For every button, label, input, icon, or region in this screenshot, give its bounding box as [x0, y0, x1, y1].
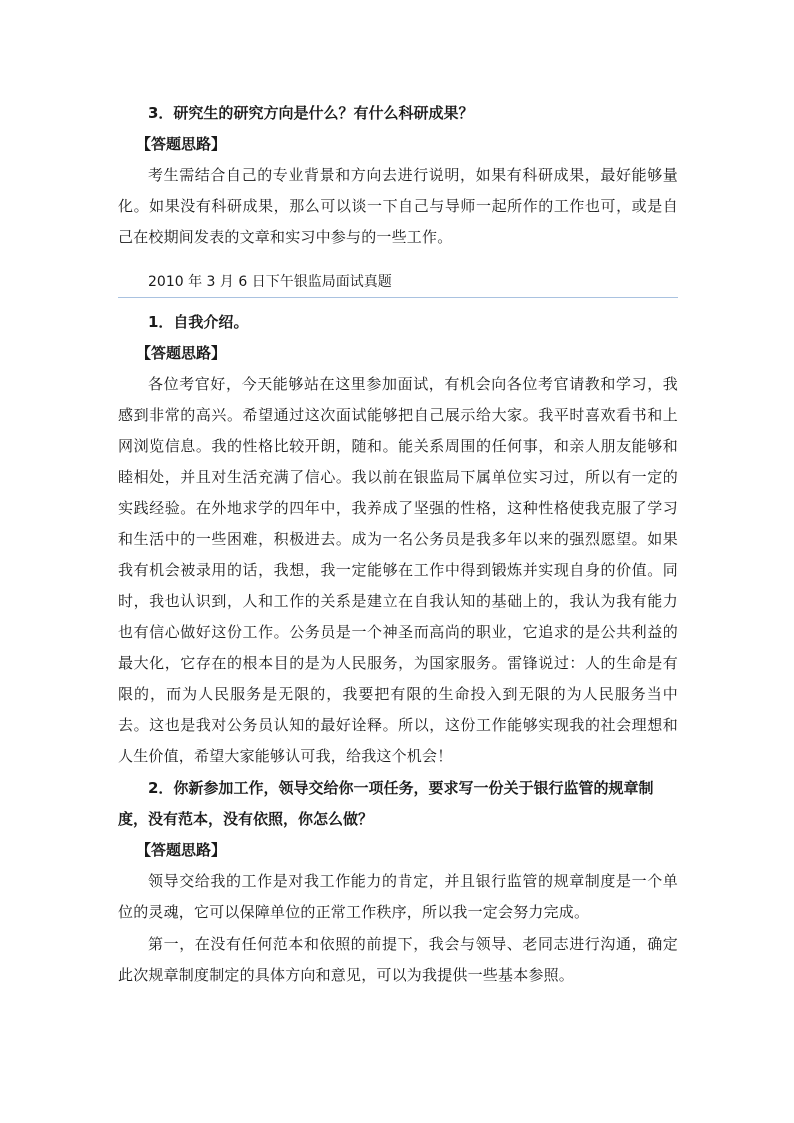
- question-3-answer: 考生需结合自己的专业背景和方向去进行说明，如果有科研成果，最好能够量化。如果没有科研成果，那么可以谈一下自己与导师一起所作的工作也可，或是自己在校期间发表的文章和实习中参与的一些工作。: [118, 166, 678, 246]
- question-2-title: 2．你新参加工作，领导交给你一项任务，要求写一份关于银行监管的规章制度，没有范本，没有依照，你怎么做？: [118, 779, 654, 828]
- question-3-title: 3．研究生的研究方向是什么？有什么科研成果？: [148, 104, 474, 122]
- session-divider: [118, 297, 678, 298]
- question-1-title: 1．自我介绍。: [148, 313, 249, 331]
- question-2-answer-paragraph-2: 第一，在没有任何范本和依照的前提下，我会与领导、老同志进行沟通，确定此次规章制度制定的具体方向和意见，可以为我提供一些基本参照。: [118, 935, 678, 984]
- question-3-hint-label: 【答题思路】: [136, 135, 227, 153]
- question-2-hint-label: 【答题思路】: [136, 841, 227, 859]
- session-heading: 2010 年 3 月 6 日下午银监局面试真题: [148, 274, 392, 290]
- question-2-answer-paragraph-1: 领导交给我的工作是对我工作能力的肯定，并且银行监管的规章制度是一个单位的灵魂，它可以保障单位的正常工作秩序，所以我一定会努力完成。: [118, 872, 678, 921]
- question-1-answer: 各位考官好，今天能够站在这里参加面试，有机会向各位考官请教和学习，我感到非常的高兴。希望通过这次面试能够把自己展示给大家。我平时喜欢看书和上网浏览信息。我的性格比较开朗，随和。能关系周围的任何事，和亲人朋友能够和睦相处，并且对生活充满了信心。我以前在银监局下属单位实习过，所以有一定的实践经验。在外地求学的四年中，我养成了坚强的性格，这种性格使我克服了学习和生活中的一些困难，积极进去。成为一名公务员是我多年以来的强烈愿望。如果我有机会被录用的话，我想，我一定能够在工作中得到锻炼并实现自身的价值。同时，我也认识到，人和工作的关系是建立在自我认知的基础上的，我认为我有能力也有信心做好这份工作。公务员是一个神圣而高尚的职业，它追求的是公共利益的最大化，它存在的根本目的是为人民服务，为国家服务。雷锋说过：人的生命是有限的，而为人民服务是无限的，我要把有限的生命投入到无限的为人民服务当中去。这也是我对公务员认知的最好诠释。所以，这份工作能够实现我的社会理想和人生价值，希望大家能够认可我，给我这个机会！: [118, 375, 678, 765]
- question-1-hint-label: 【答题思路】: [136, 344, 227, 362]
